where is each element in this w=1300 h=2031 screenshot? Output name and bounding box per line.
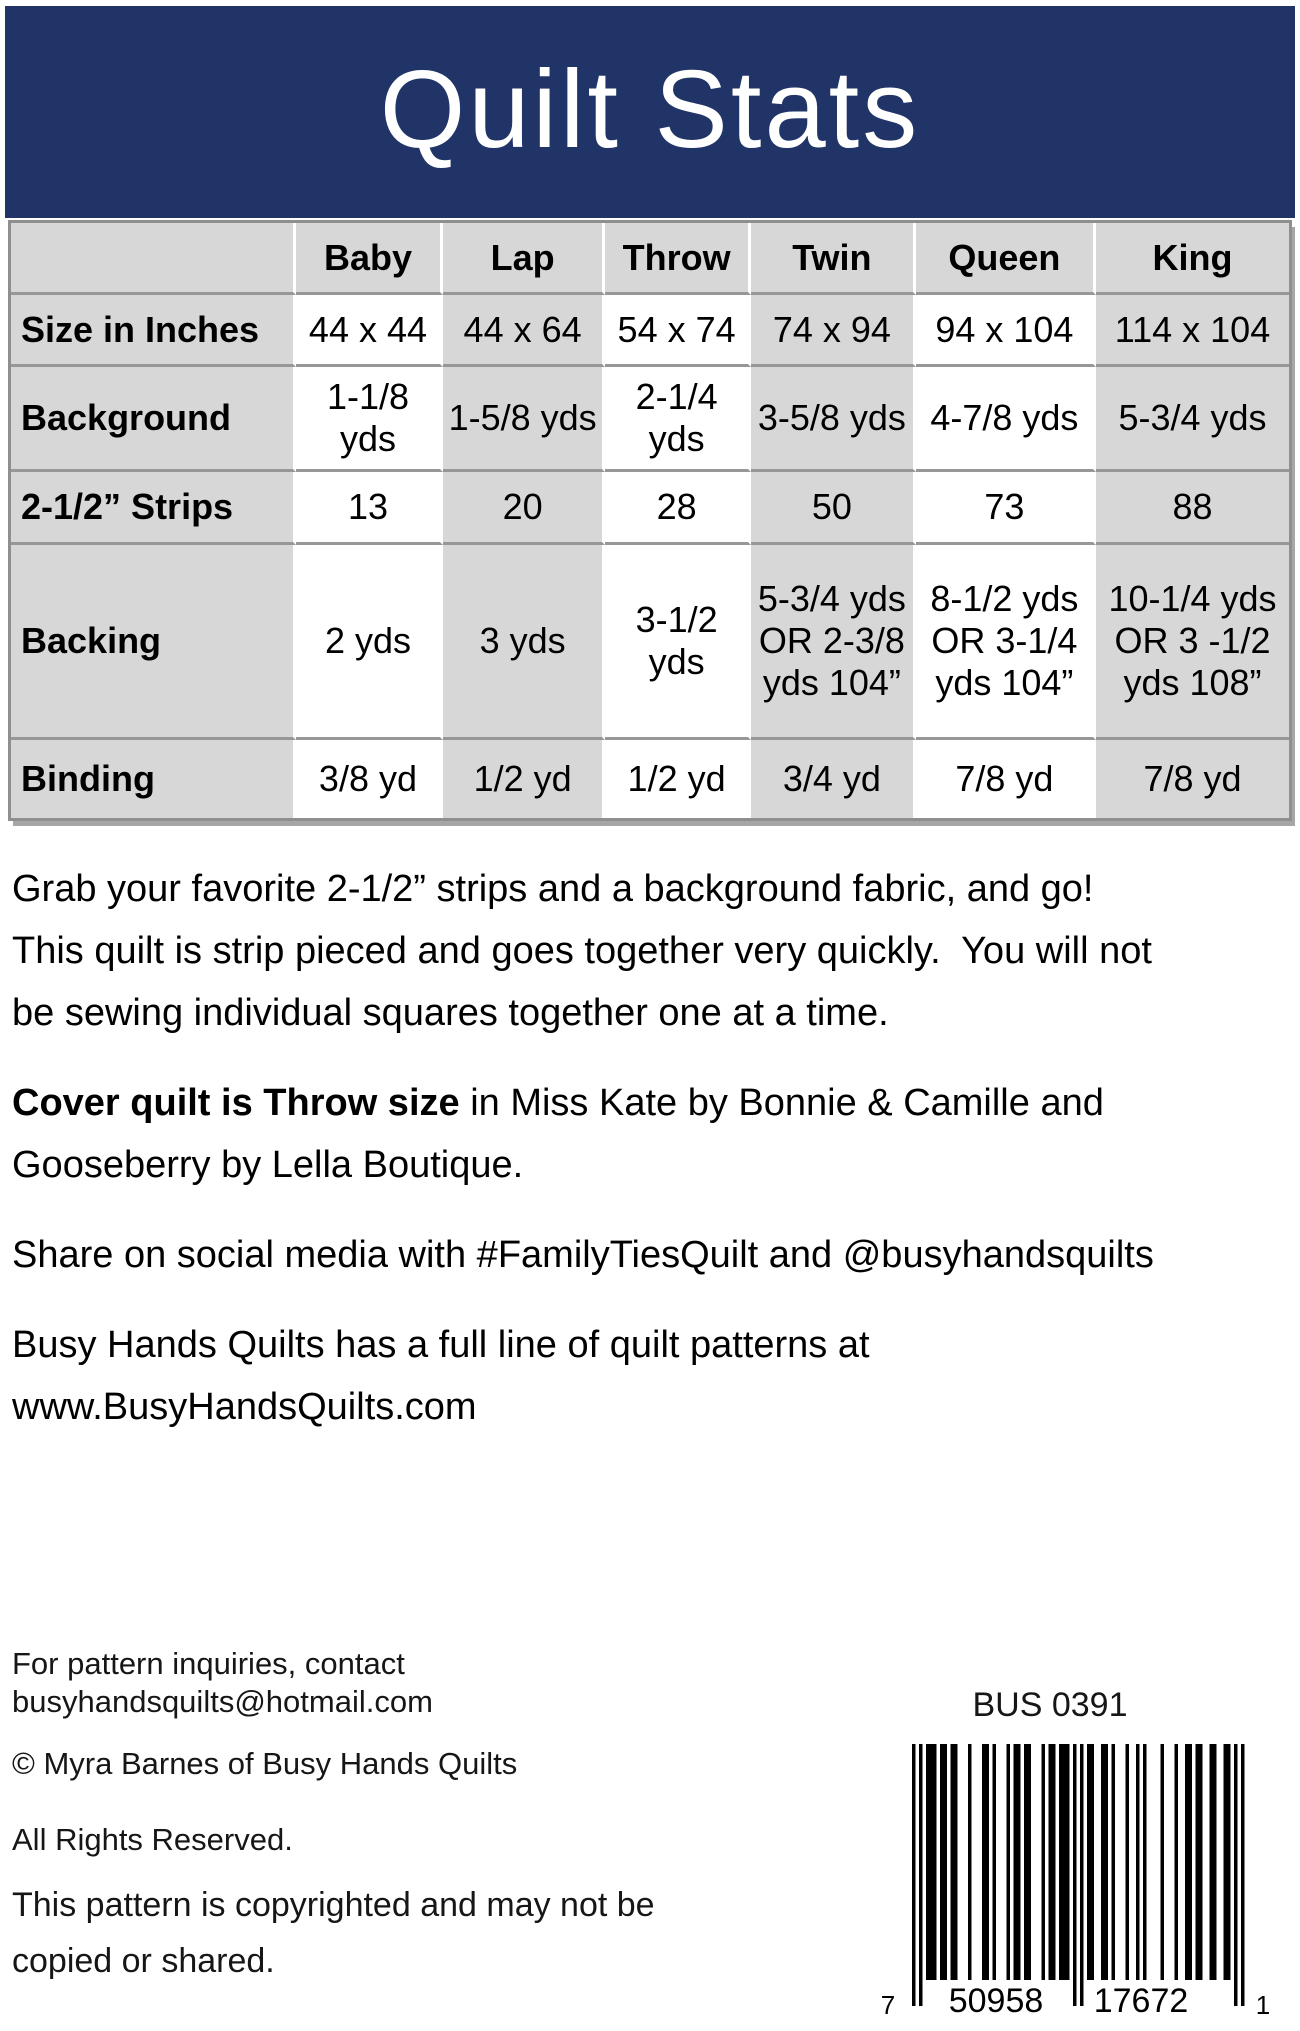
- title-banner: [5, 6, 1295, 218]
- table-row: [11, 295, 1289, 367]
- column-header: Queen: [916, 223, 1096, 295]
- table-cell: 10-1/4 yds OR 3 -1/2 yds 108”: [1096, 545, 1289, 740]
- table-cell: 3/8 yd: [296, 740, 443, 818]
- row-label: Size in Inches: [11, 295, 296, 367]
- table-cell: 2-1/4 yds: [605, 367, 751, 472]
- copy-notice: [12, 1877, 772, 1989]
- sku-label: BUS 0391: [972, 1686, 1128, 1724]
- table-cell: 44 x 44: [296, 295, 443, 367]
- column-header: Baby: [296, 223, 443, 295]
- corner-cell: [11, 223, 296, 295]
- intro-line: be sewing individual squares together one at a time.: [12, 992, 889, 1034]
- barcode-block: [850, 1686, 1280, 2031]
- table-cell: 3-1/2 yds: [605, 545, 751, 740]
- column-header: Throw: [605, 223, 751, 295]
- rights-line: All Rights Reserved.: [12, 1822, 293, 1857]
- barcode-left-digits: 50958: [948, 1982, 1044, 2020]
- contact-block: [12, 1645, 772, 1721]
- quilt-stats-table: [8, 220, 1292, 821]
- column-header: King: [1096, 223, 1289, 295]
- table-cell: 13: [296, 472, 443, 545]
- table-cell: 1-1/8 yds: [296, 367, 443, 472]
- table-header-row: [11, 223, 1289, 295]
- cover-line: [12, 1072, 1296, 1134]
- column-header: Lap: [443, 223, 605, 295]
- intro-line: This quilt is strip pieced and goes together very quickly. You will not: [12, 930, 1152, 972]
- table-cell: 3 yds: [443, 545, 605, 740]
- cover-paragraph: [12, 1072, 1296, 1196]
- table-cell: 2 yds: [296, 545, 443, 740]
- table-row: [11, 367, 1289, 472]
- contact-email: busyhandsquilts@hotmail.com: [12, 1684, 433, 1719]
- table-cell: 114 x 104: [1096, 295, 1289, 367]
- share-paragraph: [12, 1224, 1296, 1286]
- patterns-paragraph: [12, 1314, 1296, 1438]
- table-row: [11, 740, 1289, 818]
- contact-line: For pattern inquiries, contact: [12, 1646, 405, 1681]
- row-label: 2-1/2” Strips: [11, 472, 296, 545]
- table-cell: 44 x 64: [443, 295, 605, 367]
- cover-rest-text: in Miss Kate by Bonnie & Camille and: [459, 1082, 1104, 1124]
- table-cell: 54 x 74: [605, 295, 751, 367]
- notice-line: This pattern is copyrighted and may not be: [12, 1886, 655, 1924]
- page-title: Quilt Stats: [379, 48, 921, 171]
- table-cell: 4-7/8 yds: [916, 367, 1096, 472]
- description-section: [12, 858, 1296, 1438]
- intro-line: Grab your favorite 2-1/2” strips and a background fabric, and go!: [12, 868, 1094, 910]
- row-label: Background: [11, 367, 296, 472]
- table-cell: 3/4 yd: [751, 740, 916, 818]
- table-cell: 8-1/2 yds OR 3-1/4 yds 104”: [916, 545, 1096, 740]
- share-line: Share on social media with #FamilyTiesQuilt and @busyhandsquilts: [12, 1234, 1154, 1276]
- table-cell: 50: [751, 472, 916, 545]
- barcode-check-digit: 1: [1255, 1990, 1271, 2020]
- table-body: [11, 295, 1289, 818]
- copyright-line: © Myra Barnes of Busy Hands Quilts: [12, 1746, 518, 1781]
- cover-bold-text: Cover quilt is Throw size: [12, 1082, 460, 1124]
- table-cell: 1/2 yd: [443, 740, 605, 818]
- table-cell: 5-3/4 yds OR 2-3/8 yds 104”: [751, 545, 916, 740]
- barcode-bars: [912, 1744, 1245, 2006]
- table-cell: 7/8 yd: [916, 740, 1096, 818]
- table-cell: 3-5/8 yds: [751, 367, 916, 472]
- table-cell: 28: [605, 472, 751, 545]
- intro-paragraph: [12, 858, 1296, 1044]
- row-label: Binding: [11, 740, 296, 818]
- table-cell: 1/2 yd: [605, 740, 751, 818]
- barcode-right-digits: 17672: [1093, 1982, 1189, 2020]
- notice-line: copied or shared.: [12, 1942, 275, 1980]
- barcode-number-system: 7: [880, 1990, 896, 2020]
- cover-line: Gooseberry by Lella Boutique.: [12, 1144, 524, 1186]
- footer-info: [12, 1645, 772, 1989]
- table-cell: 1-5/8 yds: [443, 367, 605, 472]
- patterns-line: Busy Hands Quilts has a full line of quilt patterns at: [12, 1324, 870, 1366]
- column-header: Twin: [751, 223, 916, 295]
- table-cell: 20: [443, 472, 605, 545]
- table-row: [11, 545, 1289, 740]
- table-row: [11, 472, 1289, 545]
- table-cell: 94 x 104: [916, 295, 1096, 367]
- table-cell: 5-3/4 yds: [1096, 367, 1289, 472]
- table-cell: 7/8 yd: [1096, 740, 1289, 818]
- table-cell: 73: [916, 472, 1096, 545]
- table-cell: 74 x 94: [751, 295, 916, 367]
- row-label: Backing: [11, 545, 296, 740]
- table-cell: 88: [1096, 472, 1289, 545]
- website-url: www.BusyHandsQuilts.com: [12, 1386, 477, 1428]
